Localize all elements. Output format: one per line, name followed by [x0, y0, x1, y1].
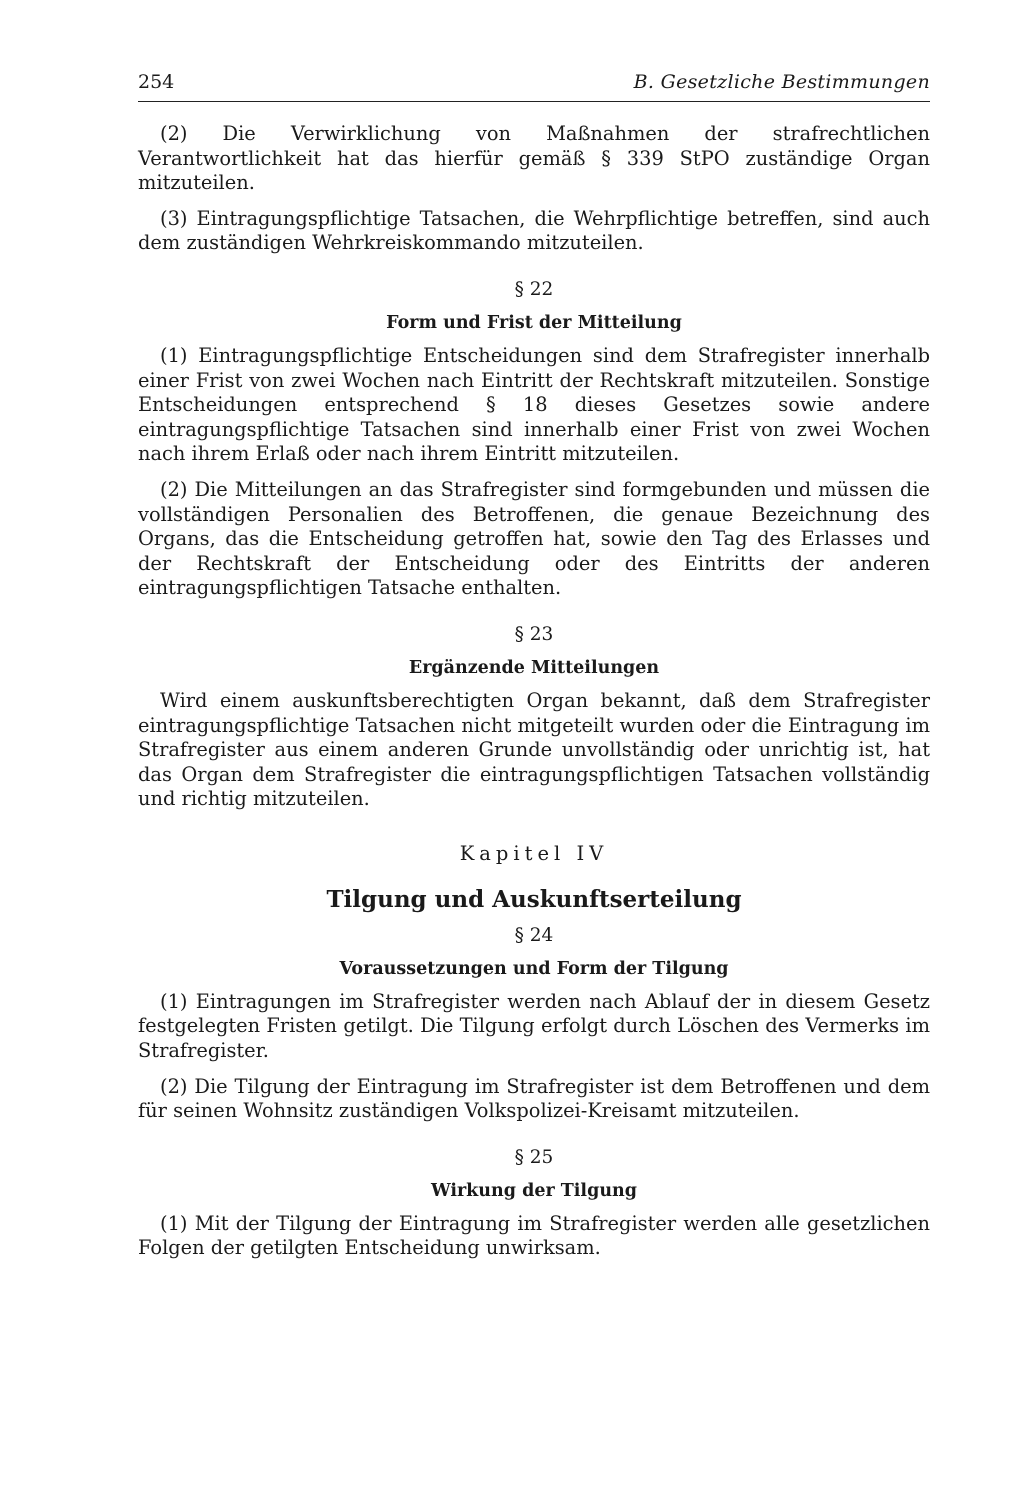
paragraph: (3) Eintragungspflichtige Tatsachen, die Wehrpflichtige betreffen, sind auch dem zuständigen Wehrkreiskommando mitzuteilen. — [138, 206, 930, 255]
paragraph: (2) Die Tilgung der Eintragung im Strafregister ist dem Betroffenen und dem für seinen Wohnsitz zuständigen Volkspolizei-Kreisamt mitzuteilen. — [138, 1074, 930, 1123]
chapter-label: Kapitel IV — [459, 841, 609, 865]
running-header — [138, 70, 930, 102]
section-title: Form und Frist der Mitteilung — [386, 312, 682, 333]
section-title: Ergänzende Mitteilungen — [408, 657, 660, 678]
paragraph: Wird einem auskunftsberechtigten Organ bekannt, daß dem Strafregister eintragungspflichtige Tatsachen nicht mitgeteilt wurden oder die Eintragung im Strafregister aus einem anderen Grunde unvollständig oder unrichtig ist, hat das Organ dem Strafregister die eintragungspflichtigen Tatsachen vollständig und richtig mitzuteilen. — [138, 688, 930, 811]
page-number: 254 — [138, 71, 175, 93]
paragraph: (1) Eintragungen im Strafregister werden nach Ablauf der in diesem Gesetz festgelegten Fristen getilgt. Die Tilgung erfolgt durch Löschen des Vermerks im Strafregister. — [138, 989, 930, 1063]
section-title: Wirkung der Tilgung — [430, 1180, 638, 1201]
section-number: § 24 — [514, 924, 554, 946]
running-title: B. Gesetzliche Bestimmungen — [633, 71, 930, 93]
section-number: § 25 — [514, 1146, 554, 1168]
paragraph: (1) Mit der Tilgung der Eintragung im Strafregister werden alle gesetzlichen Folgen der getilgten Entscheidung unwirksam. — [138, 1211, 930, 1260]
body-text — [138, 122, 930, 1261]
section-number: § 22 — [514, 278, 554, 300]
chapter-title: Tilgung und Auskunftserteilung — [326, 885, 742, 913]
paragraph: (2) Die Mitteilungen an das Strafregister sind formgebunden und müssen die vollständigen Personalien des Betroffenen, die genaue Bezeichnung des Organs, das die Entscheidung getroffen hat, sowie den Tag des Erlasses und der Rechtskraft der Entscheidung oder des Eintritts der anderen eintragungspflichtigen Tatsache enthalten. — [138, 477, 930, 600]
paragraph: (1) Eintragungspflichtige Entscheidungen sind dem Strafregister innerhalb einer Frist von zwei Wochen nach Eintritt der Rechtskraft mitzuteilen. Sonstige Entscheidungen entsprechend § 18 dieses Gesetzes sowie andere eintragungspflichtige Tatsachen sind innerhalb einer Frist von zwei Wochen nach ihrem Erlaß oder nach ihrem Eintritt mitzuteilen. — [138, 343, 930, 466]
section-number: § 23 — [514, 623, 554, 645]
document-page — [138, 70, 930, 1272]
section-title: Voraussetzungen und Form der Tilgung — [339, 958, 729, 979]
paragraph: (2) Die Verwirklichung von Maßnahmen der strafrechtlichen Verantwortlichkeit hat das hierfür gemäß § 339 StPO zuständige Organ mitzuteilen. — [138, 122, 930, 195]
